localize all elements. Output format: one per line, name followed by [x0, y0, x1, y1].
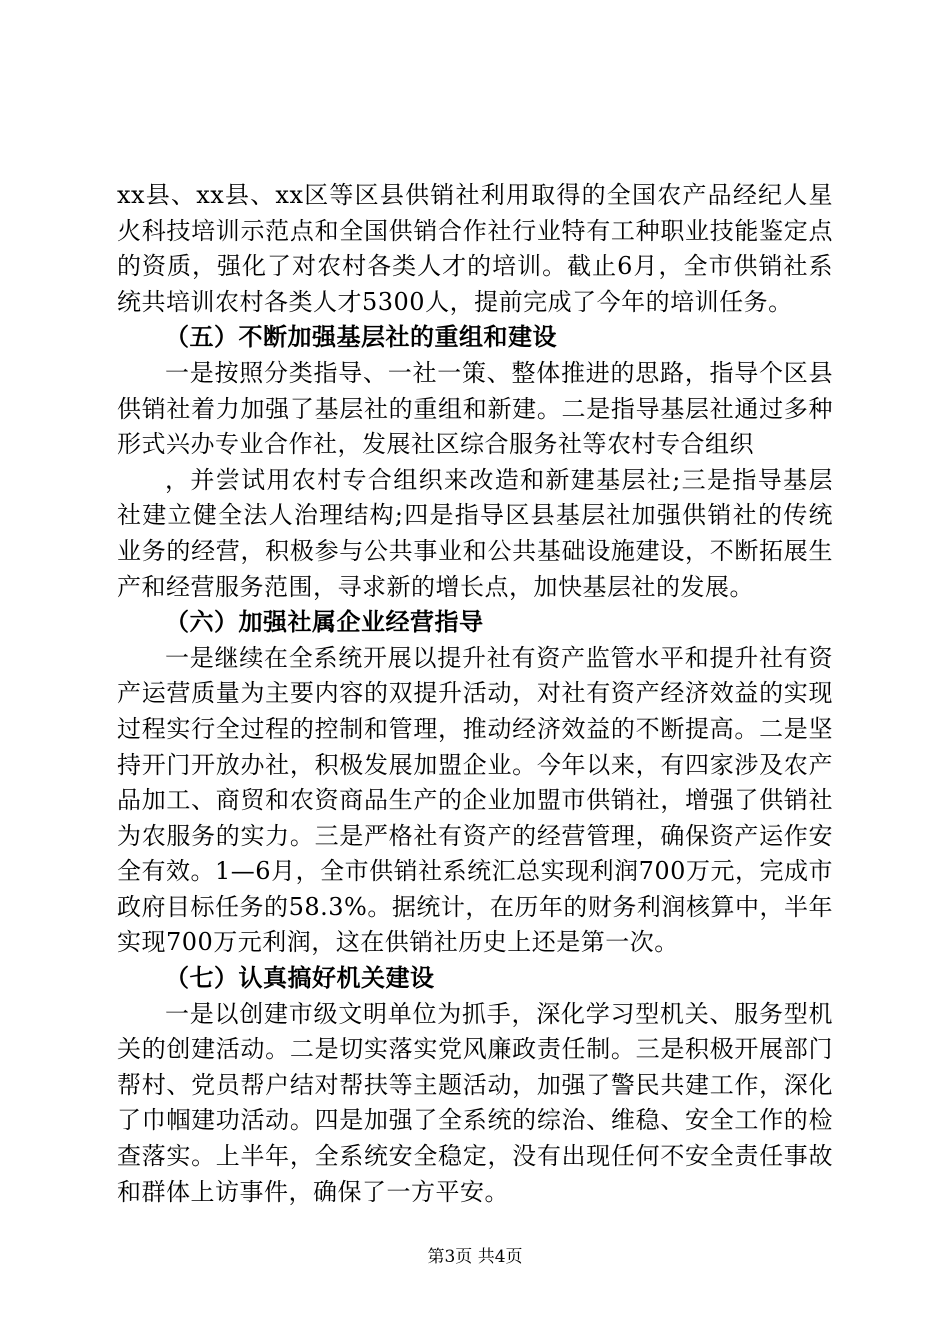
paragraph-grassroots-2: ，并尝试用农村专合组织来改造和新建基层社;三是指导基层社建立健全法人治理结构;四是指导区县基层社加强供销社的传统业务的经营，积极参与公共事业和公共基础设施建设，不断拓展生产和经营服务范围，寻求新的增长点，加快基层社的发展。	[117, 465, 833, 601]
page-footer: 第3页 共4页	[427, 1247, 523, 1267]
paragraph-enterprise: 一是继续在全系统开展以提升社有资产监管水平和提升社有资产运营质量为主要内容的双提升活动，对社有资产经济效益的实现过程实行全过程的控制和管理，推动经济效益的不断提高。二是坚持开门开放办社，积极发展加盟企业。今年以来，有四家涉及农产品加工、商贸和农资商品生产的企业加盟市供销社，增强了供销社为农服务的实力。三是严格社有资产的经营管理，确保资产运作安全有效。1—6月，全市供销社系统汇总实现利润700万元，完成市政府目标任务的58.3%。据统计，在历年的财务利润核算中，半年实现700万元利润，这在供销社历史上还是第一次。	[117, 643, 833, 957]
paragraph-grassroots-1: 一是按照分类指导、一社一策、整体推进的思路，指导个区县供销社着力加强了基层社的重组和新建。二是指导基层社通过多种形式兴办专业合作社，发展社区综合服务社等农村专合组织	[117, 358, 833, 459]
section-heading-6: （六）加强社属企业经营指导	[165, 608, 484, 637]
paragraph-training: xx县、xx县、xx区等区县供销社利用取得的全国农产品经纪人星火科技培训示范点和全国供销合作社行业特有工种职业技能鉴定点的资质，强化了对农村各类人才的培训。截止6月，全市供销社系统共培训农村各类人才5300人，提前完成了今年的培训任务。	[117, 181, 833, 316]
document-body	[117, 178, 833, 1210]
section-heading-5: （五）不断加强基层社的重组和建设	[165, 323, 557, 352]
paragraph-organization: 一是以创建市级文明单位为抓手，深化学习型机关、服务型机关的创建活动。二是切实落实党风廉政责任制。三是积极开展部门帮村、党员帮户结对帮扶等主题活动，加强了警民共建工作，深化了巾帼建功活动。四是加强了全系统的综治、维稳、安全工作的检查落实。上半年，全系统安全稳定，没有出现任何不安全责任事故和群体上访事件，确保了一方平安。	[117, 999, 833, 1206]
section-heading-7: （七）认真搞好机关建设	[165, 964, 435, 993]
